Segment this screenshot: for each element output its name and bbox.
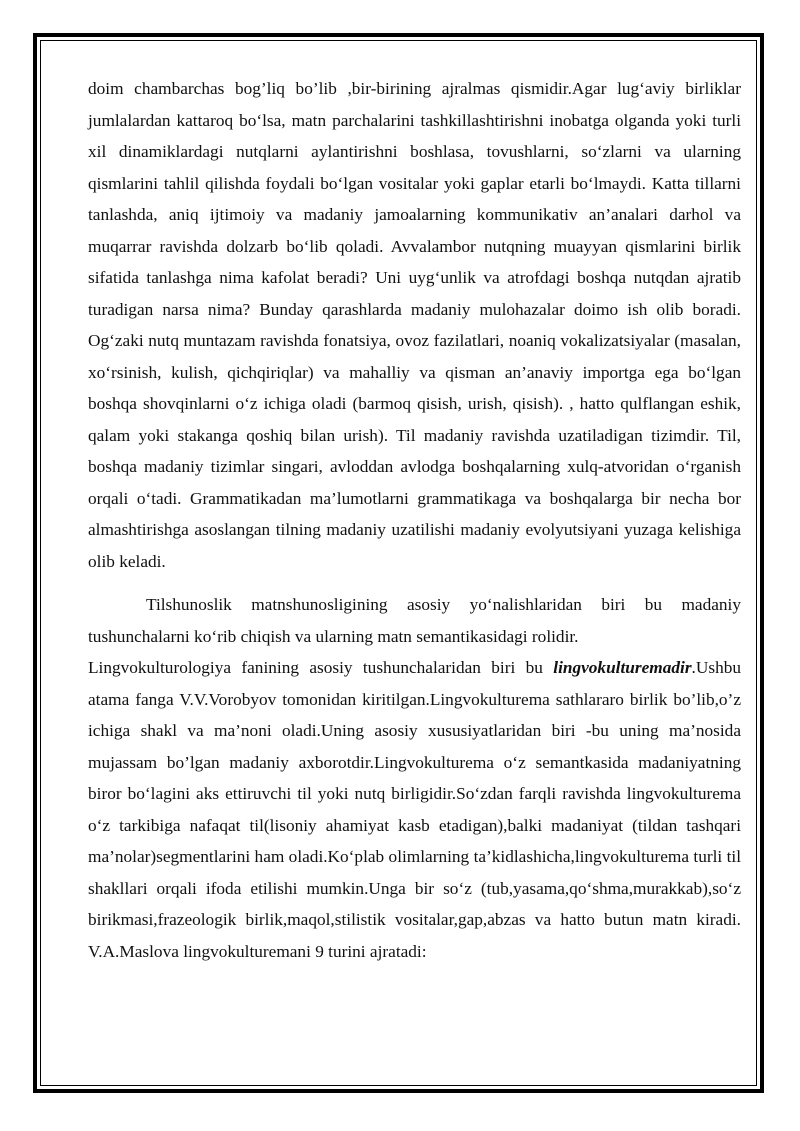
document-body — [88, 73, 741, 967]
paragraph-3 — [88, 652, 741, 967]
paragraph-3-body: .Ushbu atama fanga V.V.Vorobyov tomonidan kiritilgan.Lingvokulturema sathlararo birlik bo’lib,o’z ichiga shakl va ma’noni oladi.Uning asosiy xususiyatlaridan biri -bu uning ma’nosida mujassam bo’lgan madaniy axborotdir.Lingvokulturema o‘z semantkasida madaniyatning biror bo‘lagini aks ettiruvchi til yoki nutq birligidir.So‘zdan farqli ravishda lingvokulturema o‘z tarkibiga nafaqat til(lisoniy ahamiyat kasb etadigan),balki madaniyat (tildan tashqari ma’nolar)segmentlarini ham oladi.Ko‘plab olimlarning ta’kidlashicha,lingvokulturema turli til shakllari orqali ifoda etilishi mumkin.Unga bir so‘z (tub,yasama,qo‘shma,murakkab),so‘z birikmasi,frazeologik birlik,maqol,stilistik vositalar,gap,abzas va hatto butun matn kiradi. V.A.Maslova lingvokulturemani 9 turini ajratadi: — [88, 658, 741, 961]
paragraph-3-intro: Lingvokulturologiya fanining asosiy tushunchalaridan biri bu — [88, 658, 554, 677]
paragraph-1: doim chambarchas bog’liq bo’lib ,bir-birining ajralmas qismidir.Agar lug‘aviy birliklar jumlalardan kattaroq bo‘lsa, matn parchalarini tashkillashtirishni inobatga olganda yoki turli xil dinamiklardagi nutqlarni aylantirishni boshlasa, tovushlarni, so‘zlarni va ularning qismlarini tahlil qilishda foydali bo‘lgan vositalar yoki gaplar etarli bo‘lmaydi. Katta tillarni tanlashda, aniq ijtimoiy va madaniy jamoalarning kommunikativ an’analari darhol va muqarrar ravishda dolzarb bo‘lib qoladi. Avvalambor nutqning muayyan qismlarini birlik sifatida tanlashga nima kafolat beradi? Uni uyg‘unlik va atrofdagi boshqa nutqdan ajratib turadigan narsa nima? Bunday qarashlarda madaniy mulohazalar doimo ish olib boradi. Og‘zaki nutq muntazam ravishda fonatsiya, ovoz fazilatlari, noaniq vokalizatsiyalar (masalan, xo‘rsinish, kulish, qichqiriqlar) va mahalliy va qisman an’anaviy importga ega bo‘lgan boshqa shovqinlarni o‘z ichiga oladi (barmoq qisish, urish, qisish). , hatto qulflangan eshik, qalam yoki stakanga qoshiq bilan urish). Til madaniy ravishda uzatiladigan tizimdir. Til, boshqa madaniy tizimlar singari, avloddan avlodga boshqalarning xulq-atvoridan o‘rganish orqali o‘tadi. Grammatikadan ma’lumotlarni grammatikaga va boshqalarga bir necha bor almashtirishga asoslangan tilning madaniy uzatilishi madaniy evolyutsiyani yuzaga kelishiga olib keladi. — [88, 79, 741, 571]
key-term: lingvokulturemadir — [553, 658, 692, 677]
paragraph-2: Tilshunoslik matnshunosligining asosiy yo‘nalishlaridan biri bu madaniy tushunchalarni ko‘rib chiqish va ularning matn semantikasidagi rolidir. — [88, 595, 741, 646]
